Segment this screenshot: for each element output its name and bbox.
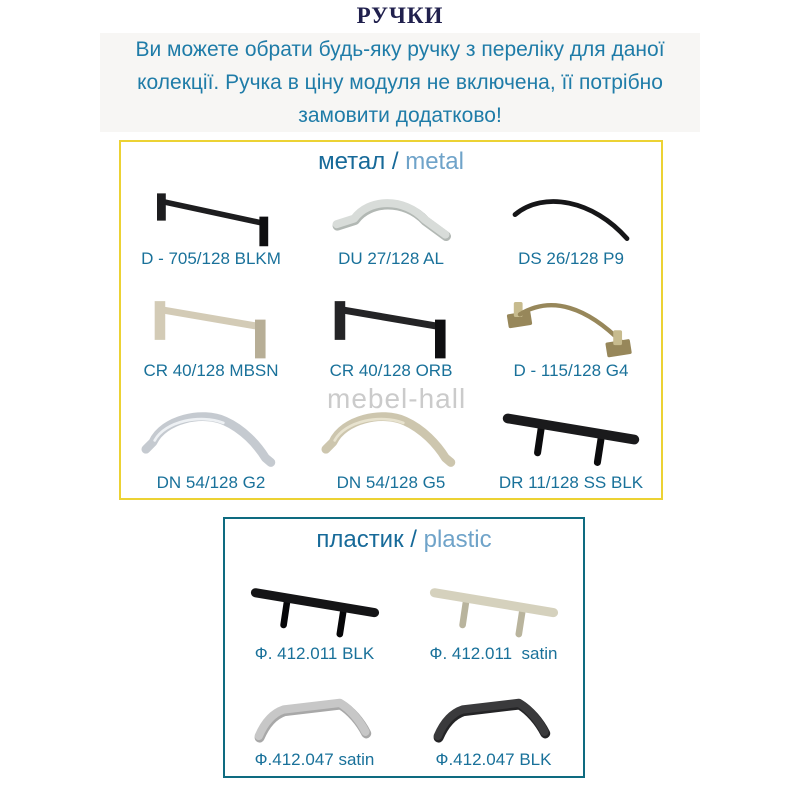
plastic-section-title: [225, 519, 583, 559]
handle-image: [492, 407, 650, 473]
product-card: [301, 274, 481, 386]
handle-image: [312, 407, 470, 473]
product-code: CR 40/128 MBSN: [143, 361, 279, 380]
plastic-section: [223, 517, 585, 778]
handle-image: [132, 189, 290, 249]
description: [100, 33, 700, 132]
product-card: [481, 386, 661, 498]
handle-image: [492, 189, 650, 249]
handle-image: [231, 688, 399, 750]
product-card: [301, 180, 481, 274]
page-title: РУЧКИ: [356, 3, 444, 28]
handle-image: [312, 189, 470, 249]
product-card: [121, 274, 301, 386]
handle-image: [410, 688, 578, 750]
product-card: [121, 180, 301, 274]
metal-section: [119, 140, 663, 500]
metal-section-title: [121, 142, 661, 180]
product-card: [481, 274, 661, 386]
product-card: [404, 559, 583, 669]
handle-image: [231, 582, 399, 644]
description-line: колекції. Ручка в ціну модуля не включена, її потрібно: [137, 71, 663, 94]
product-code: DS 26/128 P9: [518, 249, 624, 268]
product-code: D - 115/128 G4: [513, 361, 629, 380]
product-code: CR 40/128 ORB: [329, 361, 453, 380]
product-code: D - 705/128 BLKM: [141, 249, 281, 268]
product-code: Ф.412.047 satin: [254, 750, 375, 769]
plastic-title-en: plastic: [423, 526, 492, 553]
product-card: [225, 559, 404, 669]
product-card: [481, 180, 661, 274]
handle-image: [132, 295, 290, 361]
product-code: DR 11/128 SS BLK: [498, 473, 644, 492]
product-code: Ф. 412.011 satin: [429, 644, 558, 663]
plastic-title-uk: пластик: [316, 526, 404, 553]
handle-image: [492, 295, 650, 361]
handle-image: [312, 295, 470, 361]
product-code: DU 27/128 AL: [338, 249, 444, 268]
title-separator: /: [403, 526, 424, 553]
product-code: DN 54/128 G5: [336, 473, 446, 492]
plastic-grid: [225, 559, 583, 775]
metal-title-uk: метал: [318, 148, 386, 175]
product-card: [121, 386, 301, 498]
product-code: DN 54/128 G2: [156, 473, 266, 492]
product-card: [404, 669, 583, 775]
product-code: Ф. 412.011 BLK: [254, 644, 375, 663]
product-card: [225, 669, 404, 775]
description-line: Ви можете обрати будь-яку ручку з переліку для даної: [135, 38, 665, 61]
title-separator: /: [385, 148, 406, 175]
description-line: замовити додатково!: [298, 104, 502, 127]
watermark: mebel-hall: [327, 383, 467, 414]
handle-image: [410, 582, 578, 644]
handle-image: [132, 407, 290, 473]
product-code: Ф.412.047 BLK: [435, 750, 552, 769]
metal-title-en: metal: [405, 148, 464, 175]
metal-grid: [121, 180, 661, 498]
